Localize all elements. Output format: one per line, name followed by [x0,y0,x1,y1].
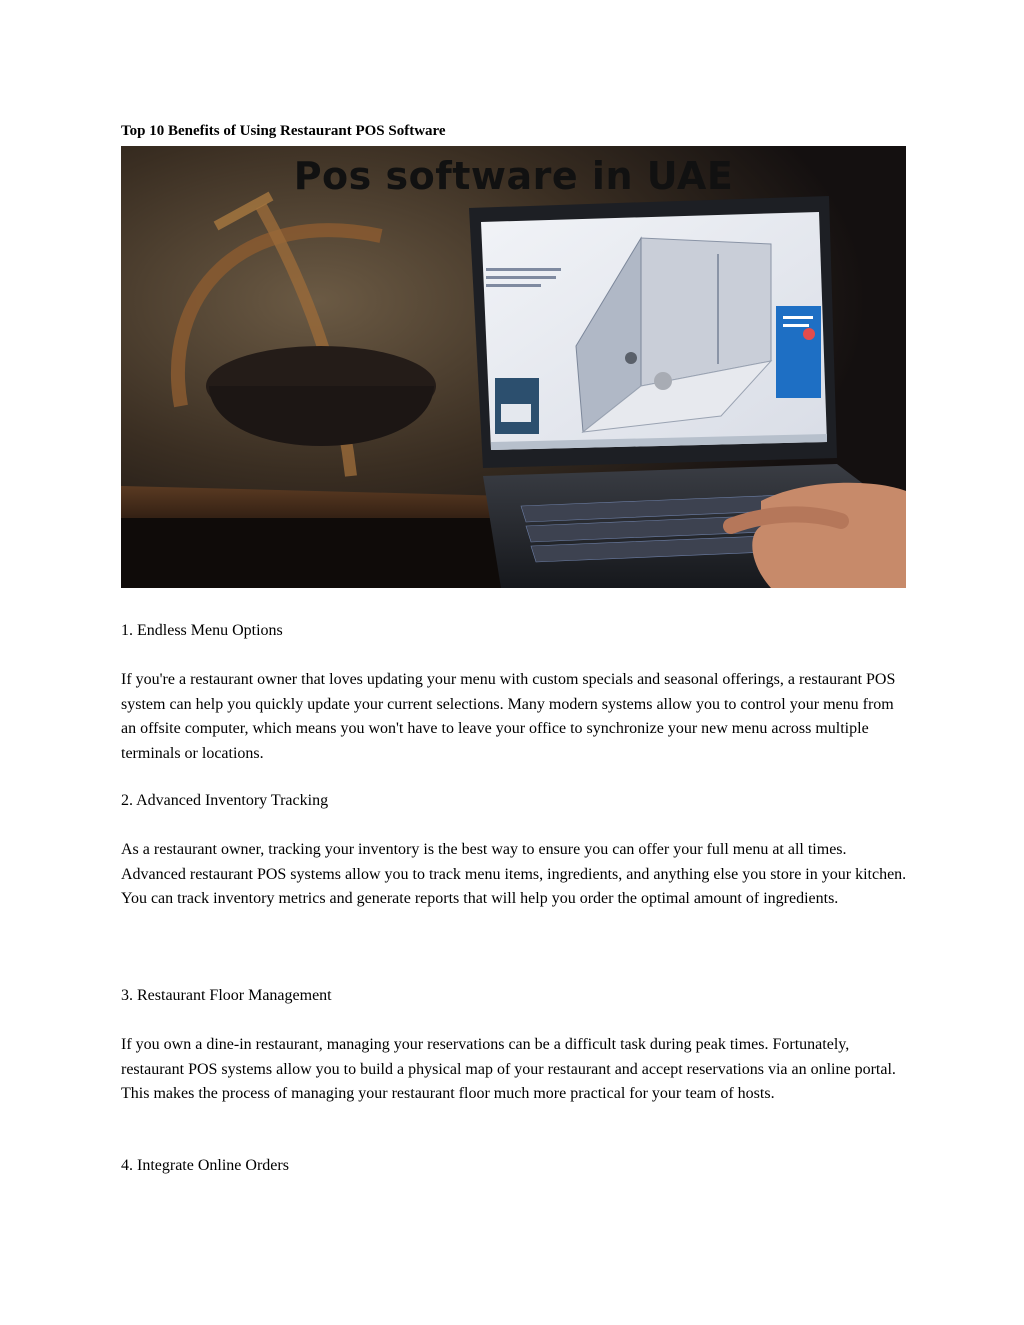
hero-caption: Pos software in UAE [293,154,734,198]
document-title: Top 10 Benefits of Using Restaurant POS Software [121,123,446,139]
section-body-floor: If you own a dine-in restaurant, managing your reservations can be a difficult task during peak times. Fortunately, restaurant POS systems allow you to build a physical map of your restaurant and accept reservations via an online portal. This makes the process of managing your restaurant floor much more practical for your team of hosts. [121,1036,896,1102]
section-body-inventory: As a restaurant owner, tracking your inventory is the best way to ensure you can offer your full menu at all times. Advanced restaurant POS systems allow you to track menu items, ingredients, and anything else you store in your kitchen. You can track inventory metrics and generate reports that will help you order the optimal amount of ingredients. [121,841,907,907]
section-heading-endless-menu: 1. Endless Menu Options [121,622,283,639]
section-heading-online-orders: 4. Integrate Online Orders [121,1157,289,1174]
hero-image [121,146,906,588]
laptop-photo-icon [121,146,906,588]
section-heading-inventory: 2. Advanced Inventory Tracking [121,792,329,809]
section-body-endless-menu: If you're a restaurant owner that loves updating your menu with custom specials and seasonal offerings, a restaurant POS system can help you quickly update your current selections. Many modern systems allow you to control your menu from an offsite computer, which means you won't have to leave your office to synchronize your new menu across multiple terminals or locations. [121,671,896,762]
section-heading-floor: 3. Restaurant Floor Management [121,987,332,1004]
